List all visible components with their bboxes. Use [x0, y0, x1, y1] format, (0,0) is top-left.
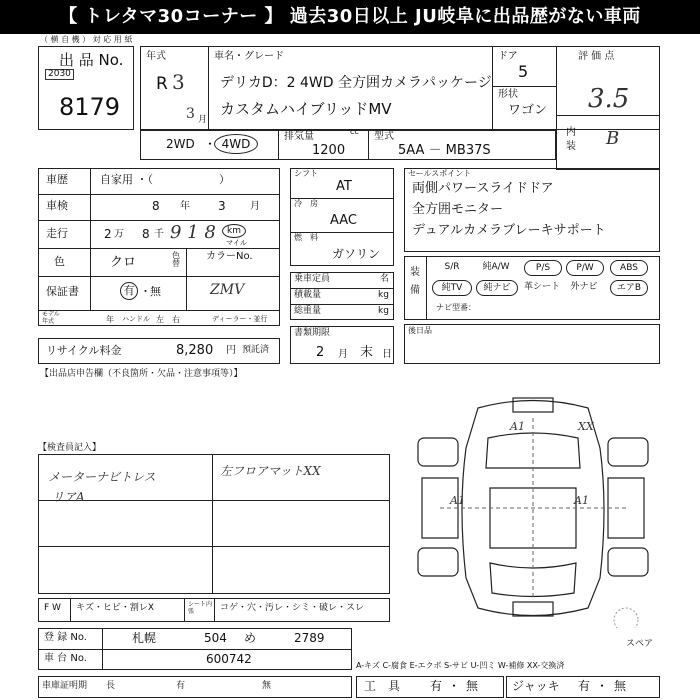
- shift-label: シフト: [294, 169, 318, 178]
- interior-label2: 装: [566, 141, 576, 152]
- color-no-value: ZMV: [210, 282, 245, 298]
- damage-mark-2: XX: [578, 420, 594, 433]
- mileage-mile: マイル: [226, 239, 247, 247]
- displacement-label: 排気量: [284, 131, 314, 142]
- equip-leather: 革シート: [523, 282, 560, 292]
- jack-no: 無: [614, 679, 627, 693]
- equip-ps: P/S: [524, 260, 562, 276]
- score-value: 3.5: [588, 84, 630, 114]
- registration-kana: め: [244, 631, 257, 645]
- warranty-label: 保証書: [46, 285, 79, 298]
- drive-dot: ・: [204, 137, 217, 151]
- shape-label: 形状: [498, 89, 518, 100]
- history-value: 自家用 ・（ ）: [100, 173, 230, 186]
- interior-value: B: [606, 128, 620, 149]
- drive-4wd: 4WD: [214, 134, 258, 154]
- cert-label: 車庫証明期: [42, 681, 88, 691]
- fw-text: キズ・ヒビ・割レX: [76, 603, 154, 613]
- model-label: 車名・グレード: [214, 51, 284, 62]
- tools-label: 工 具: [364, 679, 401, 693]
- recycle-value: 8,280: [176, 343, 214, 358]
- equip-tv: 純TV: [432, 280, 472, 296]
- interior-box: [556, 115, 660, 170]
- post-note-box: [404, 324, 660, 364]
- inspector-hand3: 左フロアマットXX: [220, 464, 321, 478]
- tools-no: 無: [466, 679, 479, 693]
- tools-yes: 有: [430, 679, 443, 693]
- post-note-label: 後日品: [408, 326, 432, 335]
- inspection-label: 車検: [46, 199, 68, 212]
- tools-sep: ・: [448, 679, 461, 693]
- seat-label: シート内張: [188, 601, 213, 615]
- damage-mark-4: A1: [574, 494, 589, 507]
- equip-sr: S/R: [444, 262, 460, 272]
- warranty-yes: 有: [120, 282, 138, 300]
- shift-value: AT: [336, 179, 352, 194]
- sales-point-1: 両側パワースライドドア: [412, 181, 554, 196]
- history-label: 車歴: [46, 173, 68, 186]
- inspector-label: 【検査員記入】: [38, 443, 102, 453]
- year-month: 3: [186, 106, 195, 122]
- weight-label: 総重量: [294, 306, 322, 316]
- model-line2: カスタムハイブリッドMV: [220, 100, 392, 118]
- handle-left: 左: [156, 315, 164, 324]
- interior-label1: 内: [566, 127, 576, 138]
- inspection-month-unit: 月: [250, 201, 260, 212]
- cert-a: 長: [106, 681, 116, 691]
- drive-2wd: 2WD: [166, 137, 195, 151]
- drive-row: [140, 127, 556, 160]
- lot-code: 2030: [45, 69, 74, 80]
- fuel-value: ガソリン: [332, 247, 381, 261]
- inspection-year-unit: 年: [180, 201, 190, 212]
- ac-value: AAC: [330, 213, 357, 228]
- displacement-value: 1200: [312, 143, 346, 158]
- equip-airbag: エアB: [610, 280, 648, 296]
- load-unit: kg: [378, 290, 389, 300]
- displacement-unit: cc: [350, 127, 359, 136]
- sales-point-2: 全方囲モニター: [412, 202, 504, 217]
- registration-region: 札幌: [132, 631, 157, 645]
- doors-value: 5: [518, 62, 529, 81]
- damage-mark-3: A1: [450, 494, 465, 507]
- equip-pw: P/W: [566, 260, 604, 276]
- color-label: 色: [54, 255, 65, 268]
- type-label: 型式: [374, 131, 394, 142]
- year-era: R: [156, 74, 168, 94]
- registration-class: 504: [204, 631, 227, 645]
- lot-number: 8179: [59, 93, 121, 121]
- sales-point-3: デュアルカメラブレーキサポート: [412, 223, 606, 238]
- warranty-no: 無: [150, 285, 161, 298]
- ac-label: 冷 房: [294, 199, 318, 208]
- handle-right: 右: [172, 315, 180, 324]
- banner: 【 トレタマ30コーナー 】 過去30日以上 JU岐阜に出品歴がない車両: [0, 0, 700, 34]
- damage-mark-1: A1: [510, 420, 525, 433]
- doc-deadline-label: 書類期限: [294, 328, 331, 338]
- registration-number: 2789: [294, 631, 325, 645]
- mileage-km: km: [222, 224, 246, 238]
- navi-model-label: ナビ型番：: [436, 303, 476, 312]
- color-change: 色替: [172, 251, 180, 268]
- mileage-hand: 9 1 8: [170, 222, 216, 243]
- lot-box: [38, 46, 134, 130]
- dealer-label: ディーラー・並行: [212, 315, 268, 323]
- equip-ext-navi: 外ナビ: [570, 282, 598, 292]
- capacity-label: 乗車定員: [294, 274, 331, 284]
- model-year-label2: 年式: [42, 318, 55, 325]
- doc-deadline-end: 末: [360, 345, 374, 360]
- year-label: 年式: [146, 51, 166, 62]
- equip-aw: 純A/W: [482, 262, 510, 272]
- year-value: 3: [172, 70, 185, 94]
- chassis-value: 600742: [206, 652, 252, 666]
- equipment-label1: 装: [410, 267, 420, 278]
- type-value: 5AA － MB37S: [398, 143, 491, 158]
- inspector-hand1: メーターナビトレス: [48, 470, 156, 484]
- fuel-label: 燃 料: [294, 233, 318, 242]
- year-month-unit: 月: [198, 115, 208, 125]
- car-diagram: [408, 388, 658, 628]
- mileage-u1: 万: [114, 229, 124, 240]
- recycle-note: 預託済: [242, 345, 270, 355]
- color-no-label: カラーNo.: [206, 251, 253, 262]
- jack-label: ジャッキ: [512, 679, 560, 693]
- model-year-label1: モデル: [42, 311, 60, 318]
- mileage-v2: 8: [142, 227, 150, 241]
- fw-label: F W: [44, 603, 61, 613]
- color-value: クロ: [110, 255, 137, 270]
- cert-c: 無: [262, 681, 272, 691]
- equipment-label2: 備: [410, 285, 420, 296]
- sales-points-label: セールスポイント: [408, 169, 472, 178]
- weight-unit: kg: [378, 306, 389, 316]
- lot-label: 出 品 No.: [59, 51, 124, 69]
- seat-text: コゲ・穴・汚レ・シミ・破レ・スレ: [220, 603, 365, 613]
- model-year-unit: 年: [106, 315, 114, 324]
- equip-abs: ABS: [610, 260, 648, 276]
- handle-label: ハンドル: [122, 315, 150, 323]
- chassis-label: 車 台 No.: [44, 653, 87, 664]
- jack-sep: ・: [596, 679, 609, 693]
- doc-deadline-day-unit: 日: [382, 349, 392, 360]
- load-label: 積載量: [294, 290, 322, 300]
- recycle-label: リサイクル料金: [46, 344, 122, 357]
- mileage-label: 走行: [46, 227, 68, 240]
- score-label: 評 価 点: [578, 51, 615, 62]
- inspector-hand2: リアA: [52, 490, 85, 504]
- doc-deadline-month: 2: [316, 345, 325, 360]
- jack-yes: 有: [578, 679, 591, 693]
- inspection-year: 8: [152, 199, 160, 213]
- spare-label: スペア: [626, 639, 654, 649]
- mileage-v1: 2: [104, 227, 112, 241]
- model-line1: デリカD：2 4WD 全方囲カメラパッケージ: [220, 75, 492, 91]
- cert-b: 有: [176, 681, 186, 691]
- equip-navi: 純ナビ: [476, 280, 518, 296]
- doc-deadline-month-unit: 月: [338, 349, 348, 360]
- mileage-u2: 千: [154, 229, 164, 240]
- left-info-box: [38, 168, 280, 326]
- registration-label: 登 録 No.: [44, 632, 87, 643]
- legend: A-キズ C-腐食 E-エクボ S-サビ U-凹ミ W-補修 XX-交換済: [356, 661, 565, 670]
- shape-value: ワゴン: [508, 103, 548, 118]
- sub-header: （ 横 自 機 ） 対 応 用 紙: [40, 35, 133, 44]
- seller-note: 【出品店申告欄（不良箇所・欠品・注意事項等）】: [40, 369, 243, 379]
- inspection-month: 3: [218, 199, 226, 213]
- doors-label: ドア: [498, 51, 518, 62]
- recycle-unit: 円: [226, 345, 236, 356]
- warranty-sep: ・: [140, 285, 151, 298]
- capacity-unit: 名: [380, 274, 390, 284]
